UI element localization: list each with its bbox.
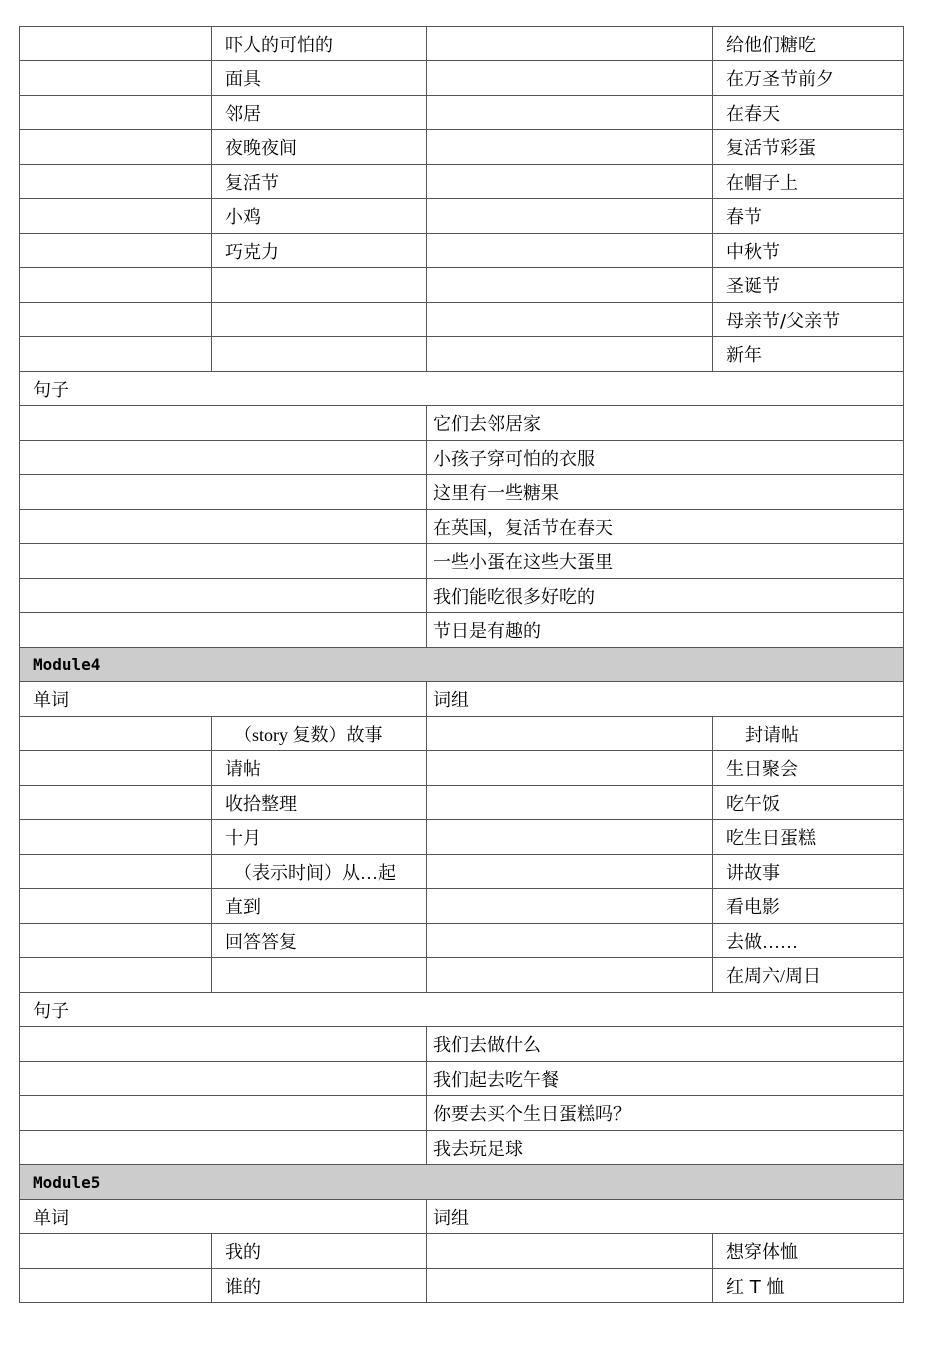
table-row	[20, 234, 904, 268]
table-row	[20, 924, 904, 958]
phrase-cell: 给他们糖吃	[713, 27, 904, 61]
word-cell	[212, 303, 427, 337]
table-row	[20, 199, 904, 234]
table-row	[20, 268, 904, 303]
word-cell: 夜晚夜间	[212, 130, 427, 165]
sentence-cell: 我去玩足球	[427, 1131, 904, 1165]
sentences-label: 句子	[20, 993, 904, 1027]
sentence-cell: 一些小蛋在这些大蛋里	[427, 544, 904, 579]
word-cell: 收拾整理	[212, 786, 427, 820]
table-row	[20, 820, 904, 855]
table-row	[20, 1269, 904, 1303]
sentences-label: 句子	[20, 372, 904, 406]
word-cell: 回答答复	[212, 924, 427, 958]
sentence-cell: 这里有一些糖果	[427, 475, 904, 510]
sentence-cell: 我们能吃很多好吃的	[427, 579, 904, 613]
table-row	[20, 958, 904, 993]
sentence-cell: 节日是有趣的	[427, 613, 904, 648]
sentence-cell: 它们去邻居家	[427, 406, 904, 441]
sentence-cell: 在英国，复活节在春天	[427, 510, 904, 544]
phrase-cell: 在春天	[713, 96, 904, 130]
phrase-cell: 讲故事	[713, 855, 904, 889]
table-row	[20, 61, 904, 96]
phrase-cell: 新年	[713, 337, 904, 372]
table-row	[20, 96, 904, 130]
word-cell	[212, 958, 427, 993]
table-row	[20, 889, 904, 924]
word-cell: （表示时间）从…起	[212, 855, 427, 889]
phrase-cell: 去做……	[713, 924, 904, 958]
empty-cell	[427, 27, 713, 61]
phrase-cell: 在帽子上	[713, 165, 904, 199]
table-row	[20, 751, 904, 786]
sentence-row	[20, 406, 904, 441]
phrase-cell: 封请帖	[713, 717, 904, 751]
phrase-cell: 红 T 恤	[713, 1269, 904, 1303]
sentence-row	[20, 1062, 904, 1096]
word-cell: 小鸡	[212, 199, 427, 234]
word-cell: 十月	[212, 820, 427, 855]
table-row	[20, 27, 904, 61]
table-row	[20, 1234, 904, 1269]
sentence-cell: 你要去买个生日蛋糕吗？	[427, 1096, 904, 1131]
sentence-cell: 我们去做什么	[427, 1027, 904, 1062]
sentence-row	[20, 613, 904, 648]
sentence-row	[20, 510, 904, 544]
phrase-cell: 生日聚会	[713, 751, 904, 786]
sentence-row	[20, 475, 904, 510]
phrase-cell: 吃生日蛋糕	[713, 820, 904, 855]
table-row	[20, 786, 904, 820]
sentence-cell: 我们起去吃午餐	[427, 1062, 904, 1096]
empty-cell	[20, 27, 212, 61]
word-cell	[212, 268, 427, 303]
phrase-cell: 圣诞节	[713, 268, 904, 303]
phrases-label: 词组	[427, 1200, 904, 1234]
word-cell: （story 复数）故事	[212, 717, 427, 751]
table-row	[20, 165, 904, 199]
word-cell: 谁的	[212, 1269, 427, 1303]
table-row	[20, 130, 904, 165]
sentence-row	[20, 544, 904, 579]
word-cell: 吓人的可怕的	[212, 27, 427, 61]
sentence-row	[20, 579, 904, 613]
module-header-row	[20, 648, 904, 682]
phrases-label: 词组	[427, 682, 904, 717]
column-label-row	[20, 1200, 904, 1234]
phrase-cell: 在周六/周日	[713, 958, 904, 993]
module-header-row	[20, 1165, 904, 1200]
word-cell: 请帖	[212, 751, 427, 786]
module5-title: Module5	[20, 1165, 904, 1200]
word-cell: 我的	[212, 1234, 427, 1269]
phrase-cell: 看电影	[713, 889, 904, 924]
word-cell: 复活节	[212, 165, 427, 199]
sentence-row	[20, 1027, 904, 1062]
sentence-cell: 小孩子穿可怕的衣服	[427, 441, 904, 475]
word-cell: 巧克力	[212, 234, 427, 268]
sentence-row	[20, 1131, 904, 1165]
table-row	[20, 337, 904, 372]
word-cell	[212, 337, 427, 372]
vocabulary-table	[19, 26, 904, 1303]
phrase-cell: 母亲节/父亲节	[713, 303, 904, 337]
column-label-row	[20, 682, 904, 717]
section-label-row	[20, 372, 904, 406]
sentence-row	[20, 1096, 904, 1131]
section-label-row	[20, 993, 904, 1027]
word-cell: 面具	[212, 61, 427, 96]
table-row	[20, 855, 904, 889]
word-cell: 直到	[212, 889, 427, 924]
phrase-cell: 复活节彩蛋	[713, 130, 904, 165]
word-cell: 邻居	[212, 96, 427, 130]
sentence-row	[20, 441, 904, 475]
words-label: 单词	[20, 682, 427, 717]
words-label: 单词	[20, 1200, 427, 1234]
module4-title: Module4	[20, 648, 904, 682]
table-row	[20, 717, 904, 751]
phrase-cell: 在万圣节前夕	[713, 61, 904, 96]
phrase-cell: 想穿体恤	[713, 1234, 904, 1269]
phrase-cell: 春节	[713, 199, 904, 234]
phrase-cell: 中秋节	[713, 234, 904, 268]
table-row	[20, 303, 904, 337]
phrase-cell: 吃午饭	[713, 786, 904, 820]
